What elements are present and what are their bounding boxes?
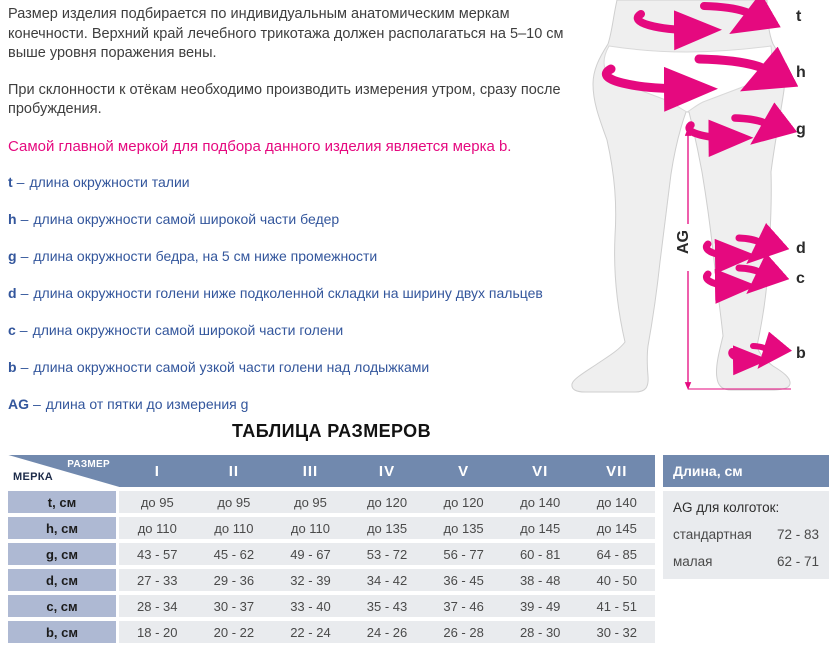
table-cell: 30 - 32: [596, 624, 637, 640]
column-header: III: [302, 462, 319, 480]
length-value: 72 - 83: [776, 527, 819, 542]
table-cell: 33 - 40: [290, 598, 331, 614]
table-cell: 41 - 51: [596, 598, 637, 614]
table-cell: 29 - 36: [213, 572, 255, 588]
legend-key: AG: [8, 395, 29, 412]
length-value: 62 - 71: [776, 554, 819, 569]
legend-key: g: [8, 247, 17, 264]
row-label: g, см: [8, 543, 116, 565]
legend-text: длина окружности бедра, на 5 см ниже промежности: [33, 247, 378, 264]
row-label: h, см: [8, 517, 116, 539]
row-label: t, см: [8, 491, 116, 513]
corner-label-size: РАЗМЕР: [67, 459, 110, 470]
table-cell: 43 - 57: [137, 546, 178, 562]
legend-text: длина окружности талии: [29, 173, 190, 190]
table-cell: до 145: [596, 520, 637, 536]
table-row-h: [8, 517, 655, 539]
table-cell: 39 - 49: [519, 598, 561, 614]
label-g: g: [796, 121, 806, 138]
table-cell: до 95: [294, 494, 327, 510]
table-cell: 36 - 45: [443, 572, 484, 588]
legend-text: длина окружности самой широкой части бедер: [33, 210, 340, 227]
table-cell: 45 - 62: [213, 546, 255, 562]
legend-item-c: [8, 322, 570, 337]
column-header: VI: [532, 462, 549, 480]
table-cell: 34 - 42: [366, 572, 408, 588]
table-cell: 18 - 20: [137, 624, 178, 640]
table-cell: до 145: [520, 520, 561, 536]
column-header: II: [228, 462, 240, 480]
length-row-standard: [673, 527, 819, 542]
corner-label-measure: МЕРКА: [13, 471, 53, 483]
table-cell: 28 - 30: [519, 624, 561, 640]
legend-separator: –: [20, 247, 29, 264]
row-label: d, см: [8, 569, 116, 591]
table-cell: 20 - 22: [213, 624, 255, 640]
legend-key: d: [8, 284, 17, 301]
legend-text: длина окружности самой широкой части голени: [32, 321, 344, 338]
table-cell: 37 - 46: [443, 598, 484, 614]
legend-separator: –: [16, 173, 25, 190]
table-row-t: [8, 491, 655, 513]
size-columns: [119, 455, 655, 487]
table-cell: 35 - 43: [366, 598, 408, 614]
length-panel-subtitle: AG для колготок:: [673, 500, 780, 515]
legend-item-g: [8, 248, 570, 263]
legend-key: b: [8, 358, 17, 375]
table-cell: до 120: [366, 494, 408, 510]
length-panel-body: [663, 491, 829, 579]
intro-paragraph-2: При склонности к отёкам необходимо производить измерения утром, сразу после пробуждения.: [8, 81, 561, 117]
label-t: t: [796, 8, 802, 25]
column-header: V: [458, 462, 470, 480]
table-cell: 30 - 37: [213, 598, 255, 614]
body-silhouette-graphic: [572, 0, 790, 392]
intro-paragraph-1: Размер изделия подбирается по индивидуальным анатомическим меркам конечности. Верхний край лечебного трикотажа должен располагаться на 5–10 см выше уровня поражения вены.: [8, 6, 564, 61]
table-cell: 64 - 85: [596, 546, 637, 562]
table-row-d: [8, 569, 655, 591]
table-cell: 28 - 34: [137, 598, 178, 614]
table-row-g: [8, 543, 655, 565]
key-measurement-note: Самой главной меркой для подбора данного изделия является мерка b.: [8, 137, 512, 155]
legend-key: t: [8, 173, 13, 190]
intro-text-column: [8, 5, 570, 433]
table-cell: до 110: [214, 520, 254, 536]
label-h: h: [796, 64, 806, 81]
label-b: b: [796, 345, 806, 362]
table-cell: до 95: [140, 494, 174, 510]
table-row-c: [8, 595, 655, 617]
table-cell: 26 - 28: [443, 624, 484, 640]
legend-item-h: [8, 211, 570, 226]
legend-item-t: [8, 174, 570, 189]
size-table-title: ТАБЛИЦА РАЗМЕРОВ: [232, 421, 431, 441]
size-table-header: [8, 455, 655, 487]
table-cell: 60 - 81: [519, 546, 561, 562]
column-header: VII: [606, 462, 628, 480]
legend-text: длина окружности голени ниже подколенной складки на ширину двух пальцев: [33, 284, 543, 301]
label-c: c: [796, 270, 805, 287]
measurement-legend: [8, 174, 570, 411]
legend-separator: –: [20, 210, 29, 227]
table-cell: 56 - 77: [443, 546, 484, 562]
legend-separator: –: [20, 358, 29, 375]
diagram-letter-labels: [796, 8, 806, 362]
table-cell: 40 - 50: [596, 572, 637, 588]
length-row-small: [673, 554, 819, 569]
legend-text: длина окружности самой узкой части голени над лодыжками: [33, 358, 430, 375]
table-cell: 53 - 72: [366, 546, 408, 562]
table-cell: до 95: [217, 494, 251, 510]
length-label: стандартная: [673, 527, 752, 542]
size-table: [8, 455, 655, 647]
legend-key: c: [8, 321, 16, 338]
row-label: b, см: [8, 621, 116, 643]
table-cell: до 120: [443, 494, 484, 510]
corner-cell: [8, 455, 119, 487]
legend-separator: –: [20, 284, 29, 301]
table-cell: 27 - 33: [137, 572, 178, 588]
column-header: I: [154, 462, 160, 480]
table-cell: до 135: [443, 520, 484, 536]
legend-item-ag: [8, 396, 570, 411]
table-cell: 24 - 26: [366, 624, 408, 640]
table-cell: до 110: [290, 520, 331, 536]
legend-text: длина от пятки до измерения g: [45, 395, 249, 412]
legend-item-d: [8, 285, 570, 300]
table-cell: 22 - 24: [290, 624, 331, 640]
table-cell: 32 - 39: [290, 572, 331, 588]
table-cell: до 135: [366, 520, 408, 536]
table-cell: 49 - 67: [290, 546, 331, 562]
table-cell: 38 - 48: [519, 572, 561, 588]
body-measurement-diagram: [565, 0, 832, 412]
table-row-b: [8, 621, 655, 643]
column-header: IV: [378, 462, 396, 480]
table-cell: до 140: [520, 494, 561, 510]
legend-item-b: [8, 359, 570, 374]
legend-key: h: [8, 210, 17, 227]
table-cell: до 110: [137, 520, 177, 536]
length-panel-title: Длина, см: [663, 455, 829, 487]
row-label: c, см: [8, 595, 116, 617]
legend-separator: –: [19, 321, 28, 338]
label-d: d: [796, 240, 806, 257]
length-label: малая: [673, 554, 713, 569]
legend-separator: –: [33, 395, 41, 412]
length-panel: [663, 455, 829, 579]
table-cell: до 140: [596, 494, 637, 510]
ag-diagram-label: AG: [675, 230, 692, 254]
